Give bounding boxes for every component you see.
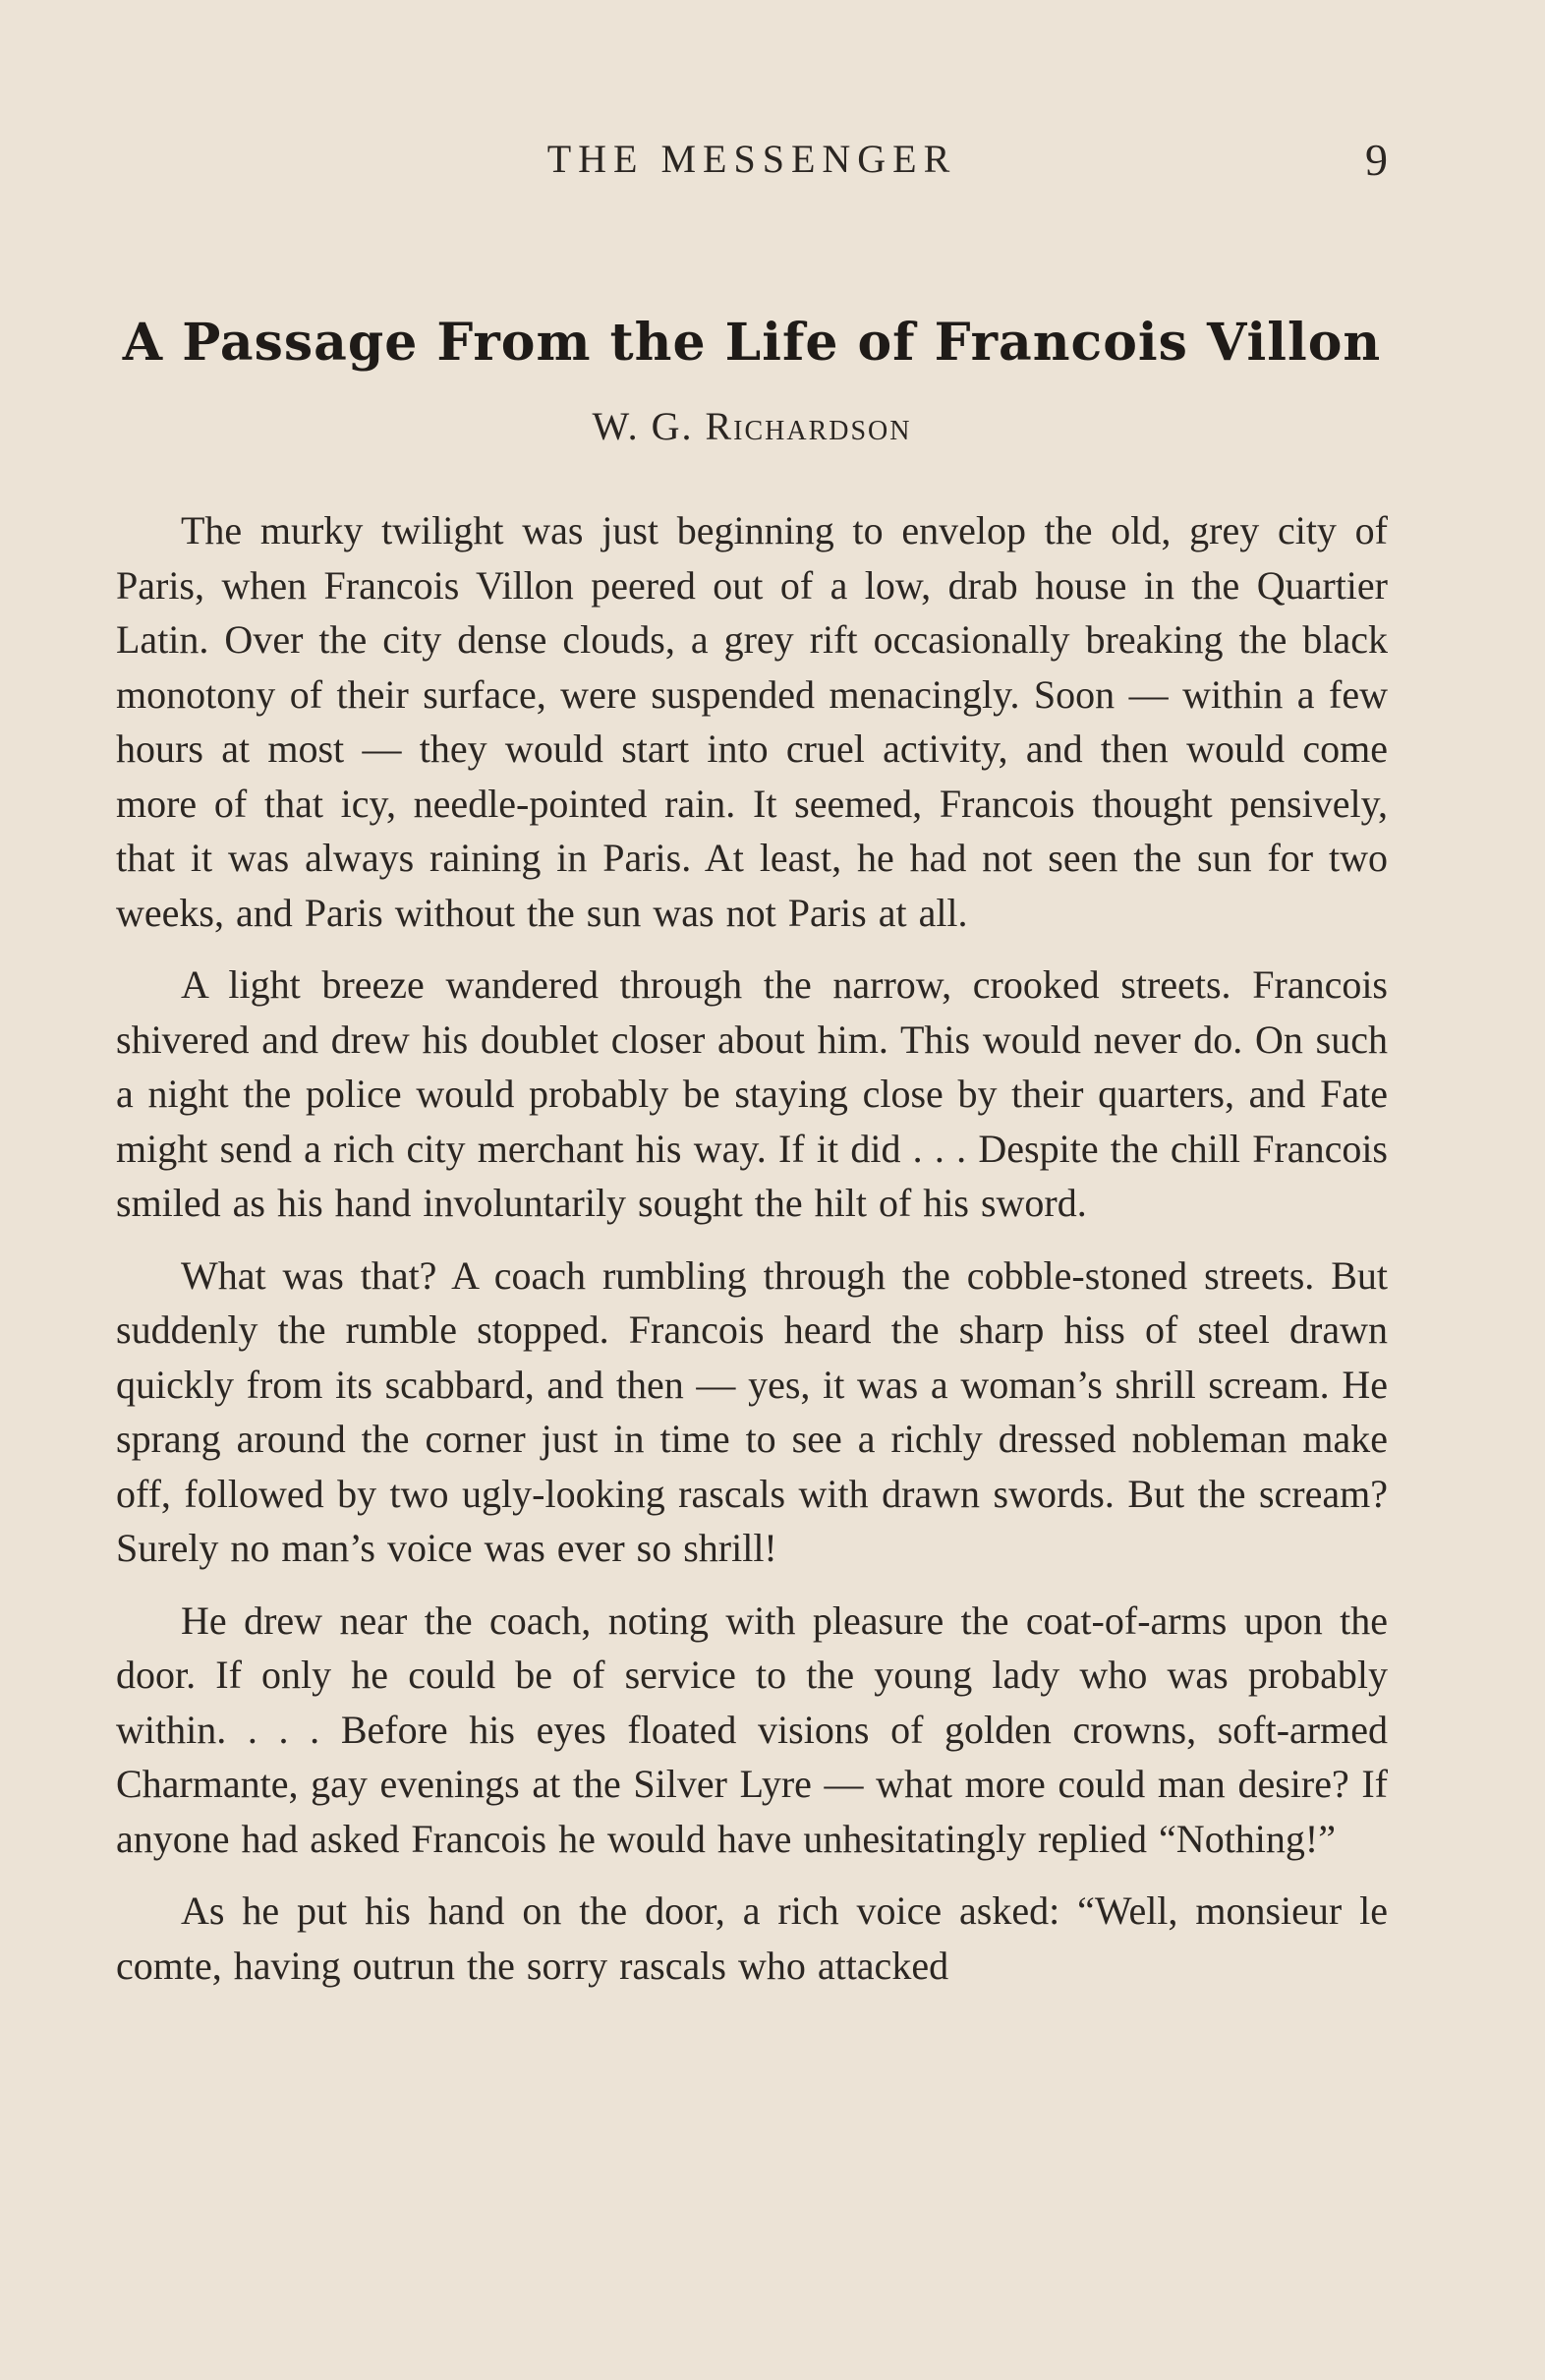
paragraph: A light breeze wandered through the narrow, crooked streets. Francois shivered and drew his doublet closer about him. This would never do. On such a night the police would probably be staying close by their quarters, and Fate might send a rich city merchant his way. If it did . . . Despite the chill Francois smiled as his hand involuntarily sought the hilt of his sword. (116, 962, 1388, 1225)
article-body (116, 503, 1388, 1993)
paragraph: The murky twilight was just beginning to envelop the old, grey city of Paris, when Francois Villon peered out of a low, drab house in the Quartier Latin. Over the city dense clouds, a grey rift occasionally breaking the black monotony of their surface, were suspended menacingly. Soon — within a few hours at most — they would start into cruel activity, and then would come more of that icy, needle-pointed rain. It seemed, Francois thought pensively, that it was always raining in Paris. At least, he had not seen the sun for two weeks, and Paris without the sun was not Paris at all. (116, 508, 1388, 935)
paragraph: As he put his hand on the door, a rich voice asked: “Well, monsieur le comte, having outrun the sorry rascals who attacked (116, 1888, 1388, 1988)
running-head (116, 136, 1388, 195)
paragraph: What was that? A coach rumbling through the cobble-stoned streets. But suddenly the rumble stopped. Francois heard the sharp hiss of steel drawn quickly from its scabbard, and then — yes, it was a woman’s shrill scream. He sprang around the corner just in time to see a richly dressed nobleman make off, followed by two ugly-looking rascals with drawn swords. But the scream? Surely no man’s voice was ever so shrill! (116, 1252, 1388, 1570)
journal-name: THE MESSENGER (546, 137, 957, 181)
paragraph: He drew near the coach, noting with pleasure the coat-of-arms upon the door. If only he could be of service to the young lady who was probably within. . . . Before his eyes floated visions of golden crowns, soft-armed Charmante, gay evenings at the Silver Lyre — what more could man desire? If anyone had asked Francois he would have unhesitatingly replied “Nothing!” (116, 1597, 1388, 1861)
article-title: A Passage From the Life of Francois Villon (122, 313, 1382, 373)
article-author: W. G. Richardson (592, 404, 912, 448)
page-number: 9 (1365, 135, 1388, 185)
